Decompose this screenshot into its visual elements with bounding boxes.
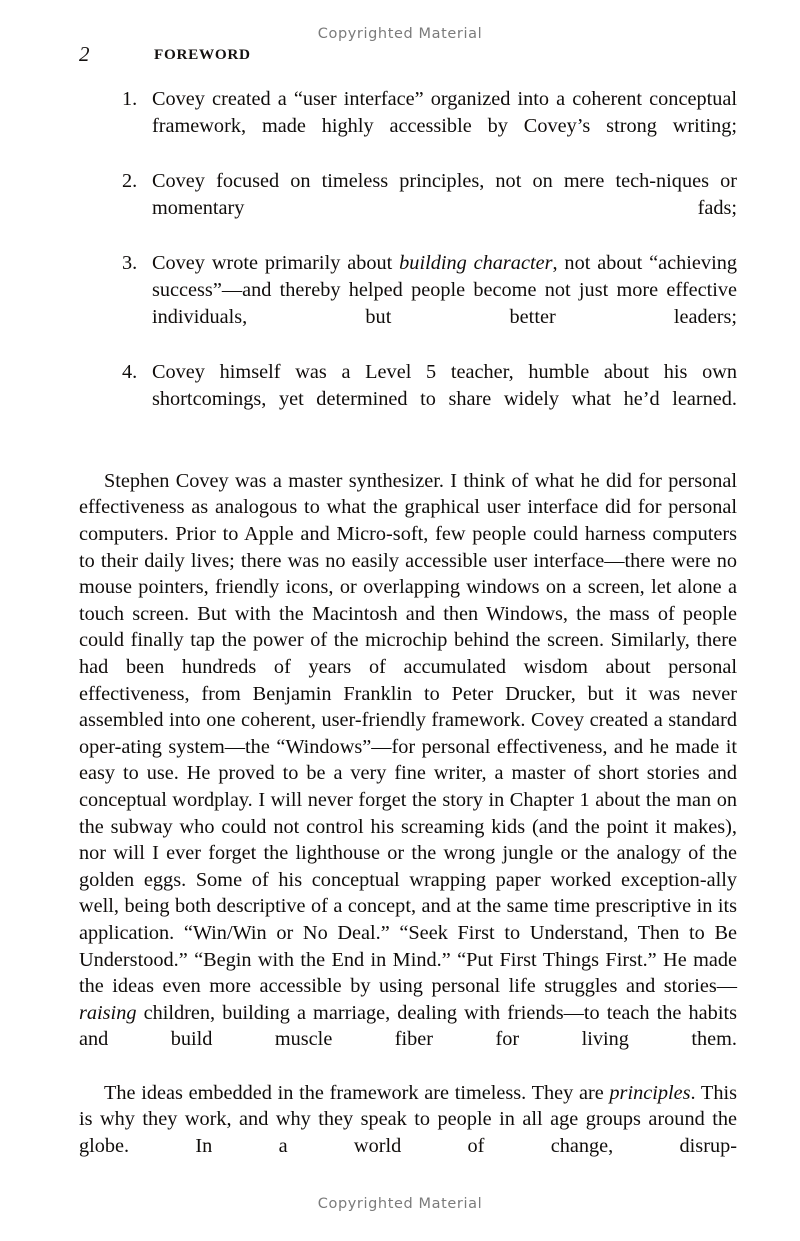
emphasis-raising: raising	[79, 1001, 137, 1024]
chapter-running-title: FOREWORD	[154, 46, 251, 63]
emphasis-building-character: building character	[399, 251, 553, 274]
list-item	[79, 250, 737, 359]
list-item	[79, 168, 737, 250]
list-item-marker: 3.	[122, 251, 138, 274]
paragraph-1-tail: children, building a marriage, dealing with friends—to teach the habits and build muscle fiber for living them.	[79, 1001, 737, 1051]
list-item-marker: 1.	[122, 88, 138, 110]
numbered-list	[79, 86, 737, 441]
list-item	[79, 86, 737, 168]
copyright-watermark-top: Copyrighted Material	[317, 26, 483, 42]
list-item-marker: 4.	[122, 360, 138, 383]
list-item-text-tail: , not about “achieving success”—and thereby helped people become not just more effective individuals, but better leaders;	[152, 251, 737, 329]
emphasis-principles: principles	[609, 1081, 691, 1104]
page-number: 2	[79, 42, 90, 66]
paragraph-2-lead: The ideas embedded in the framework are timeless. They are	[104, 1081, 610, 1104]
list-paragraph-spacer	[79, 441, 737, 468]
copyright-watermark-bottom: Copyrighted Material	[317, 1196, 483, 1212]
running-head	[79, 42, 736, 66]
paragraph-2-tail: . This is why they work, and why they speak to people in all age groups around the globe. In a world of change, disrup-	[79, 1081, 737, 1157]
list-item-marker: 2.	[122, 169, 138, 192]
paragraph-1-lead: Stephen Covey was a master synthesizer. I think of what he did for personal effectiveness as analogous to what the graphical user interface did for personal computers. Prior to Apple and Micro-soft, few people could harness computers to their daily lives; there was no easily accessible user interface—there were no mouse pointers, friendly icons, or overlapping windows on a screen, let alone a touch screen. But with the Macintosh and then Windows, the mass of people could finally tap the power of the microchip behind the screen. Similarly, there had been hundreds of years of accumulated wisdom about personal effectiveness, from Benjamin Franklin to Peter Drucker, but it was never assembled into one coherent, user-friendly framework. Covey created a standard oper-ating system—the “Windows”—for personal effectiveness, and he made it easy to use. He proved to be a very fine writer, a master of short stories and conceptual wordplay. I will never forget the story in Chapter 1 about the man on the subway who could not control his screaming kids (and the point it makes), nor will I ever forget the lighthouse or the wrong jungle or the analogy of the golden eggs. Some of his conceptual wrapping paper worked exception-ally well, being both descriptive of a concept, and at the same time prescriptive in its application. “Win/Win or No Deal.” “Seek First to Understand, Then to Be Understood.” “Begin with the End in Mind.” “Put First Things First.” He made the ideas even more accessible by using personal life struggles and stories—	[79, 469, 737, 998]
list-item-text	[152, 250, 737, 359]
body-paragraph-1	[79, 468, 737, 1080]
list-item-text-lead: Covey wrote primarily about	[152, 251, 400, 274]
text-column	[79, 86, 737, 1186]
list-item-text: Covey himself was a Level 5 teacher, humble about his own shortcomings, yet determined to share widely what he’d learned.	[152, 360, 737, 411]
list-item	[79, 359, 737, 441]
list-item-text: Covey created a “user interface” organized into a coherent conceptual framework, made highly accessible by Covey’s strong writing;	[152, 88, 737, 138]
list-item-text: Covey focused on timeless principles, not on mere tech-niques or momentary fads;	[152, 169, 737, 220]
body-paragraph-2	[79, 1080, 737, 1186]
